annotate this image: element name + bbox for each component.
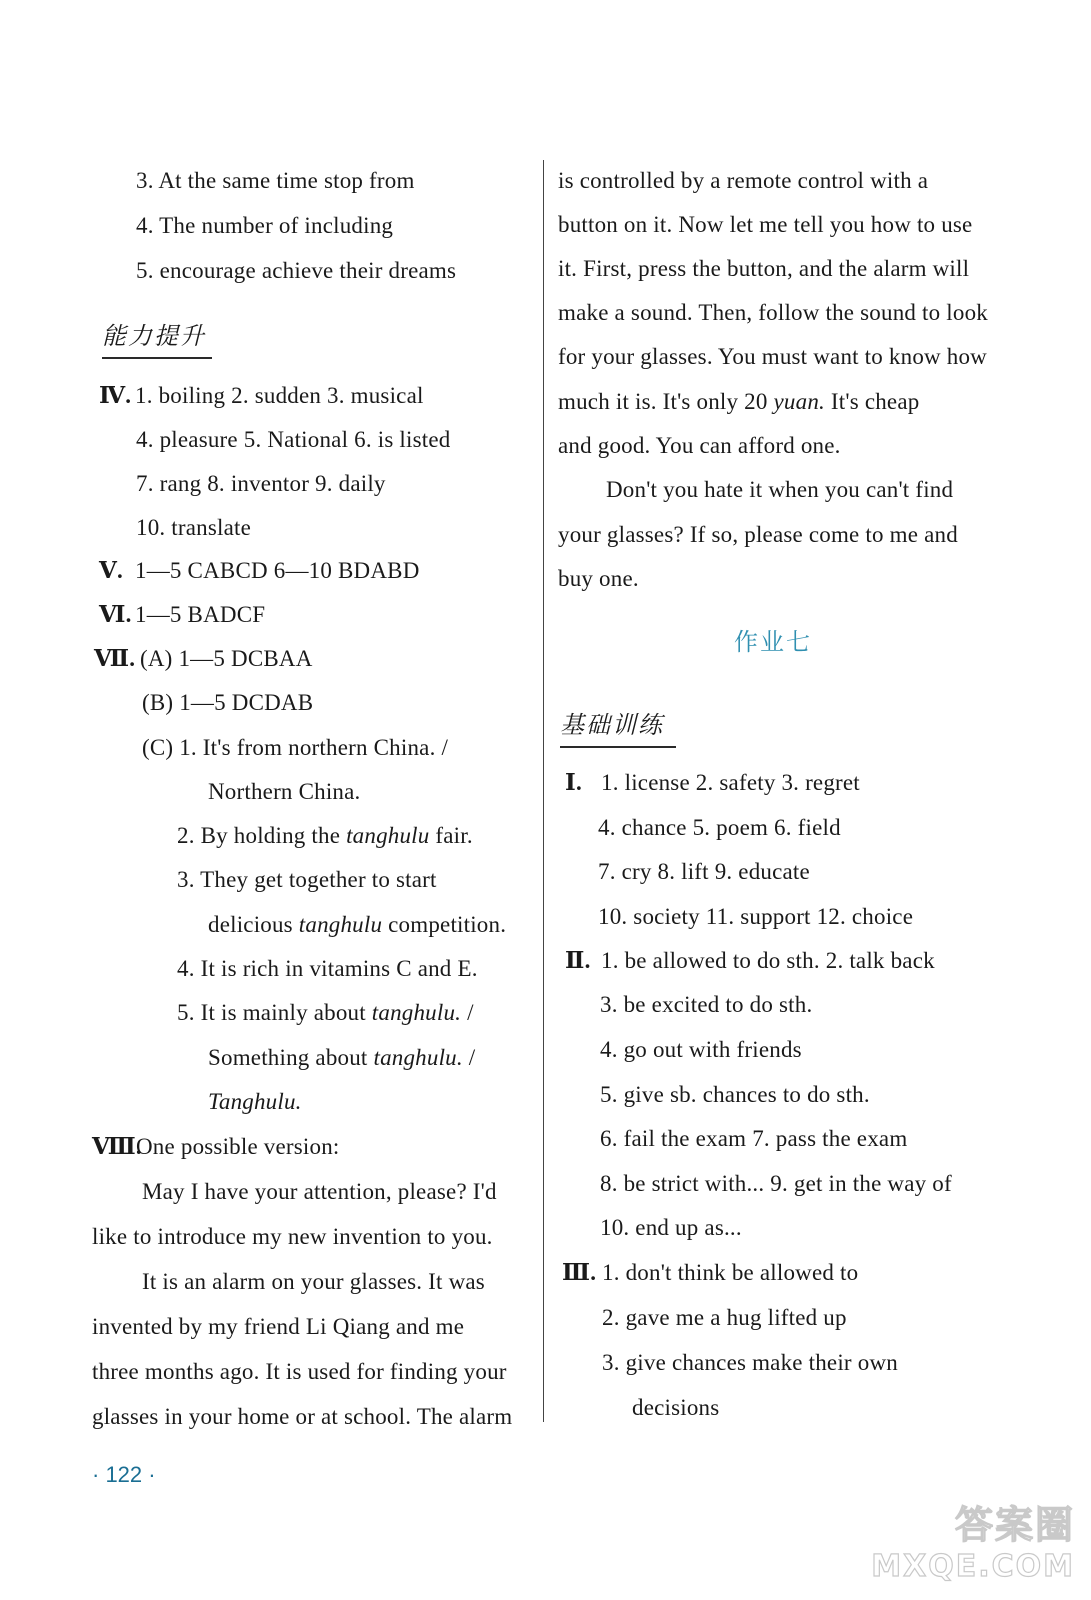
text-run: 5. It is mainly about [177,1000,372,1025]
text-run: 2. By holding the [177,823,347,848]
exercise-i [565,768,860,798]
roman-numeral: Ⅶ. [94,646,136,671]
text-run: delicious [208,912,299,937]
roman-numeral: Ⅱ. [565,948,591,973]
roman-numeral: Ⅴ. [99,558,123,583]
answer-line: 7. rang 8. inventor 9. daily [136,471,386,496]
essay-line: and good. You can afford one. [558,433,841,458]
essay-line [558,387,919,417]
answer-line: 4. It is rich in vitamins C and E. [177,956,478,981]
essay-line: May I have your attention, please? I'd [142,1179,497,1204]
watermark-site: MXQE.COM [871,1549,1075,1584]
essay-line: like to introduce my new invention to you. [92,1224,493,1249]
answer-line: (C) 1. It's from northern China. / [142,735,449,760]
answer-line [208,1043,475,1073]
exercise-v [99,556,420,586]
page-number: · 122 · [92,1462,156,1487]
roman-numeral: Ⅲ. [562,1260,597,1285]
exercise-iii [562,1258,858,1288]
answer-line [177,821,473,851]
answer-line: 5. give sb. chances to do sth. [600,1082,870,1107]
exercise-vii [94,644,313,674]
answer-line [208,910,506,940]
answer-line: 1. boiling 2. sudden 3. musical [135,383,424,408]
essay-line: make a sound. Then, follow the sound to look [558,300,988,325]
text-run: Something about [208,1045,374,1070]
section-heading-basic: 基础训练 [560,705,676,748]
answer-line: 3. At the same time stop from [136,168,415,193]
text-run: much it is. It's only 20 [558,389,774,414]
italic-term: yuan. [773,389,825,414]
section-heading-ability: 能力提升 [102,316,212,359]
essay-line: your glasses? If so, please come to me and [558,522,958,547]
answer-line: 4. The number of including [136,213,394,238]
answer-line: 1. don't think be allowed to [602,1260,859,1285]
answer-line: (A) 1—5 DCBAA [140,646,313,671]
answer-line: One possible version: [136,1134,340,1159]
essay-line: button on it. Now let me tell you how to use [558,212,973,237]
text-run: / [462,1045,476,1070]
answer-line: 2. gave me a hug lifted up [602,1305,847,1330]
roman-numeral: Ⅵ. [99,602,132,627]
essay-line: three months ago. It is used for finding your [92,1359,507,1384]
answer-line: decisions [632,1395,720,1420]
roman-numeral: Ⅳ. [99,383,132,408]
answer-line: 4. pleasure 5. National 6. is listed [136,427,451,452]
essay-line: glasses in your home or at school. The alarm [92,1404,513,1429]
answer-line: 1. license 2. safety 3. regret [601,770,860,795]
answer-line: 6. fail the exam 7. pass the exam [600,1126,908,1151]
answer-line [177,998,474,1028]
text-run: / [461,1000,474,1025]
essay-line: for your glasses. You must want to know how [558,344,987,369]
answer-line: (B) 1—5 DCDAB [142,690,314,715]
answer-line: 7. cry 8. lift 9. educate [598,859,810,884]
answer-line: 10. society 11. support 12. choice [598,904,914,929]
essay-line: buy one. [558,566,639,591]
essay-line: is controlled by a remote control with a [558,168,929,193]
watermark-logo [871,1504,1075,1588]
answer-line: 4. chance 5. poem 6. field [598,815,841,840]
answer-line: 1—5 CABCD 6—10 BDABD [135,558,420,583]
answer-line: 8. be strict with... 9. get in the way of [600,1171,952,1196]
exercise-viii [92,1132,340,1162]
answer-line: Northern China. [208,779,361,804]
italic-term: tanghulu. [373,1045,463,1070]
homework-title: 作业七 [734,628,812,656]
italic-term: Tanghulu. [208,1089,302,1114]
answer-line: 3. give chances make their own [602,1350,898,1375]
italic-term: tanghulu [346,823,430,848]
roman-numeral: Ⅷ. [92,1134,142,1159]
answer-line: 10. end up as... [600,1215,742,1240]
text-run: competition. [382,912,507,937]
essay-line: it. First, press the button, and the alarm will [558,256,970,281]
answer-line: 4. go out with friends [600,1037,802,1062]
italic-term: tanghulu [298,912,383,937]
roman-numeral: Ⅰ. [565,770,582,795]
text-run: fair. [429,823,473,848]
text-run: It's cheap [824,389,920,414]
exercise-ii [565,946,935,976]
essay-line: It is an alarm on your glasses. It was [142,1269,485,1294]
answer-line: 3. be excited to do sth. [600,992,813,1017]
essay-line: Don't you hate it when you can't find [606,477,954,502]
answer-line: 1—5 BADCF [135,602,266,627]
watermark-logo-text: 答案圈 [954,1503,1075,1547]
exercise-iv [99,381,424,411]
exercise-vi [99,600,265,630]
essay-line: invented by my friend Li Qiang and me [92,1314,465,1339]
italic-term: tanghulu. [371,1000,462,1025]
column-divider [543,160,544,1422]
answer-line: 10. translate [136,515,252,540]
answer-line: 1. be allowed to do sth. 2. talk back [601,948,935,973]
answer-line: 3. They get together to start [177,867,437,892]
answer-line [208,1087,302,1117]
answer-line: 5. encourage achieve their dreams [136,258,457,283]
